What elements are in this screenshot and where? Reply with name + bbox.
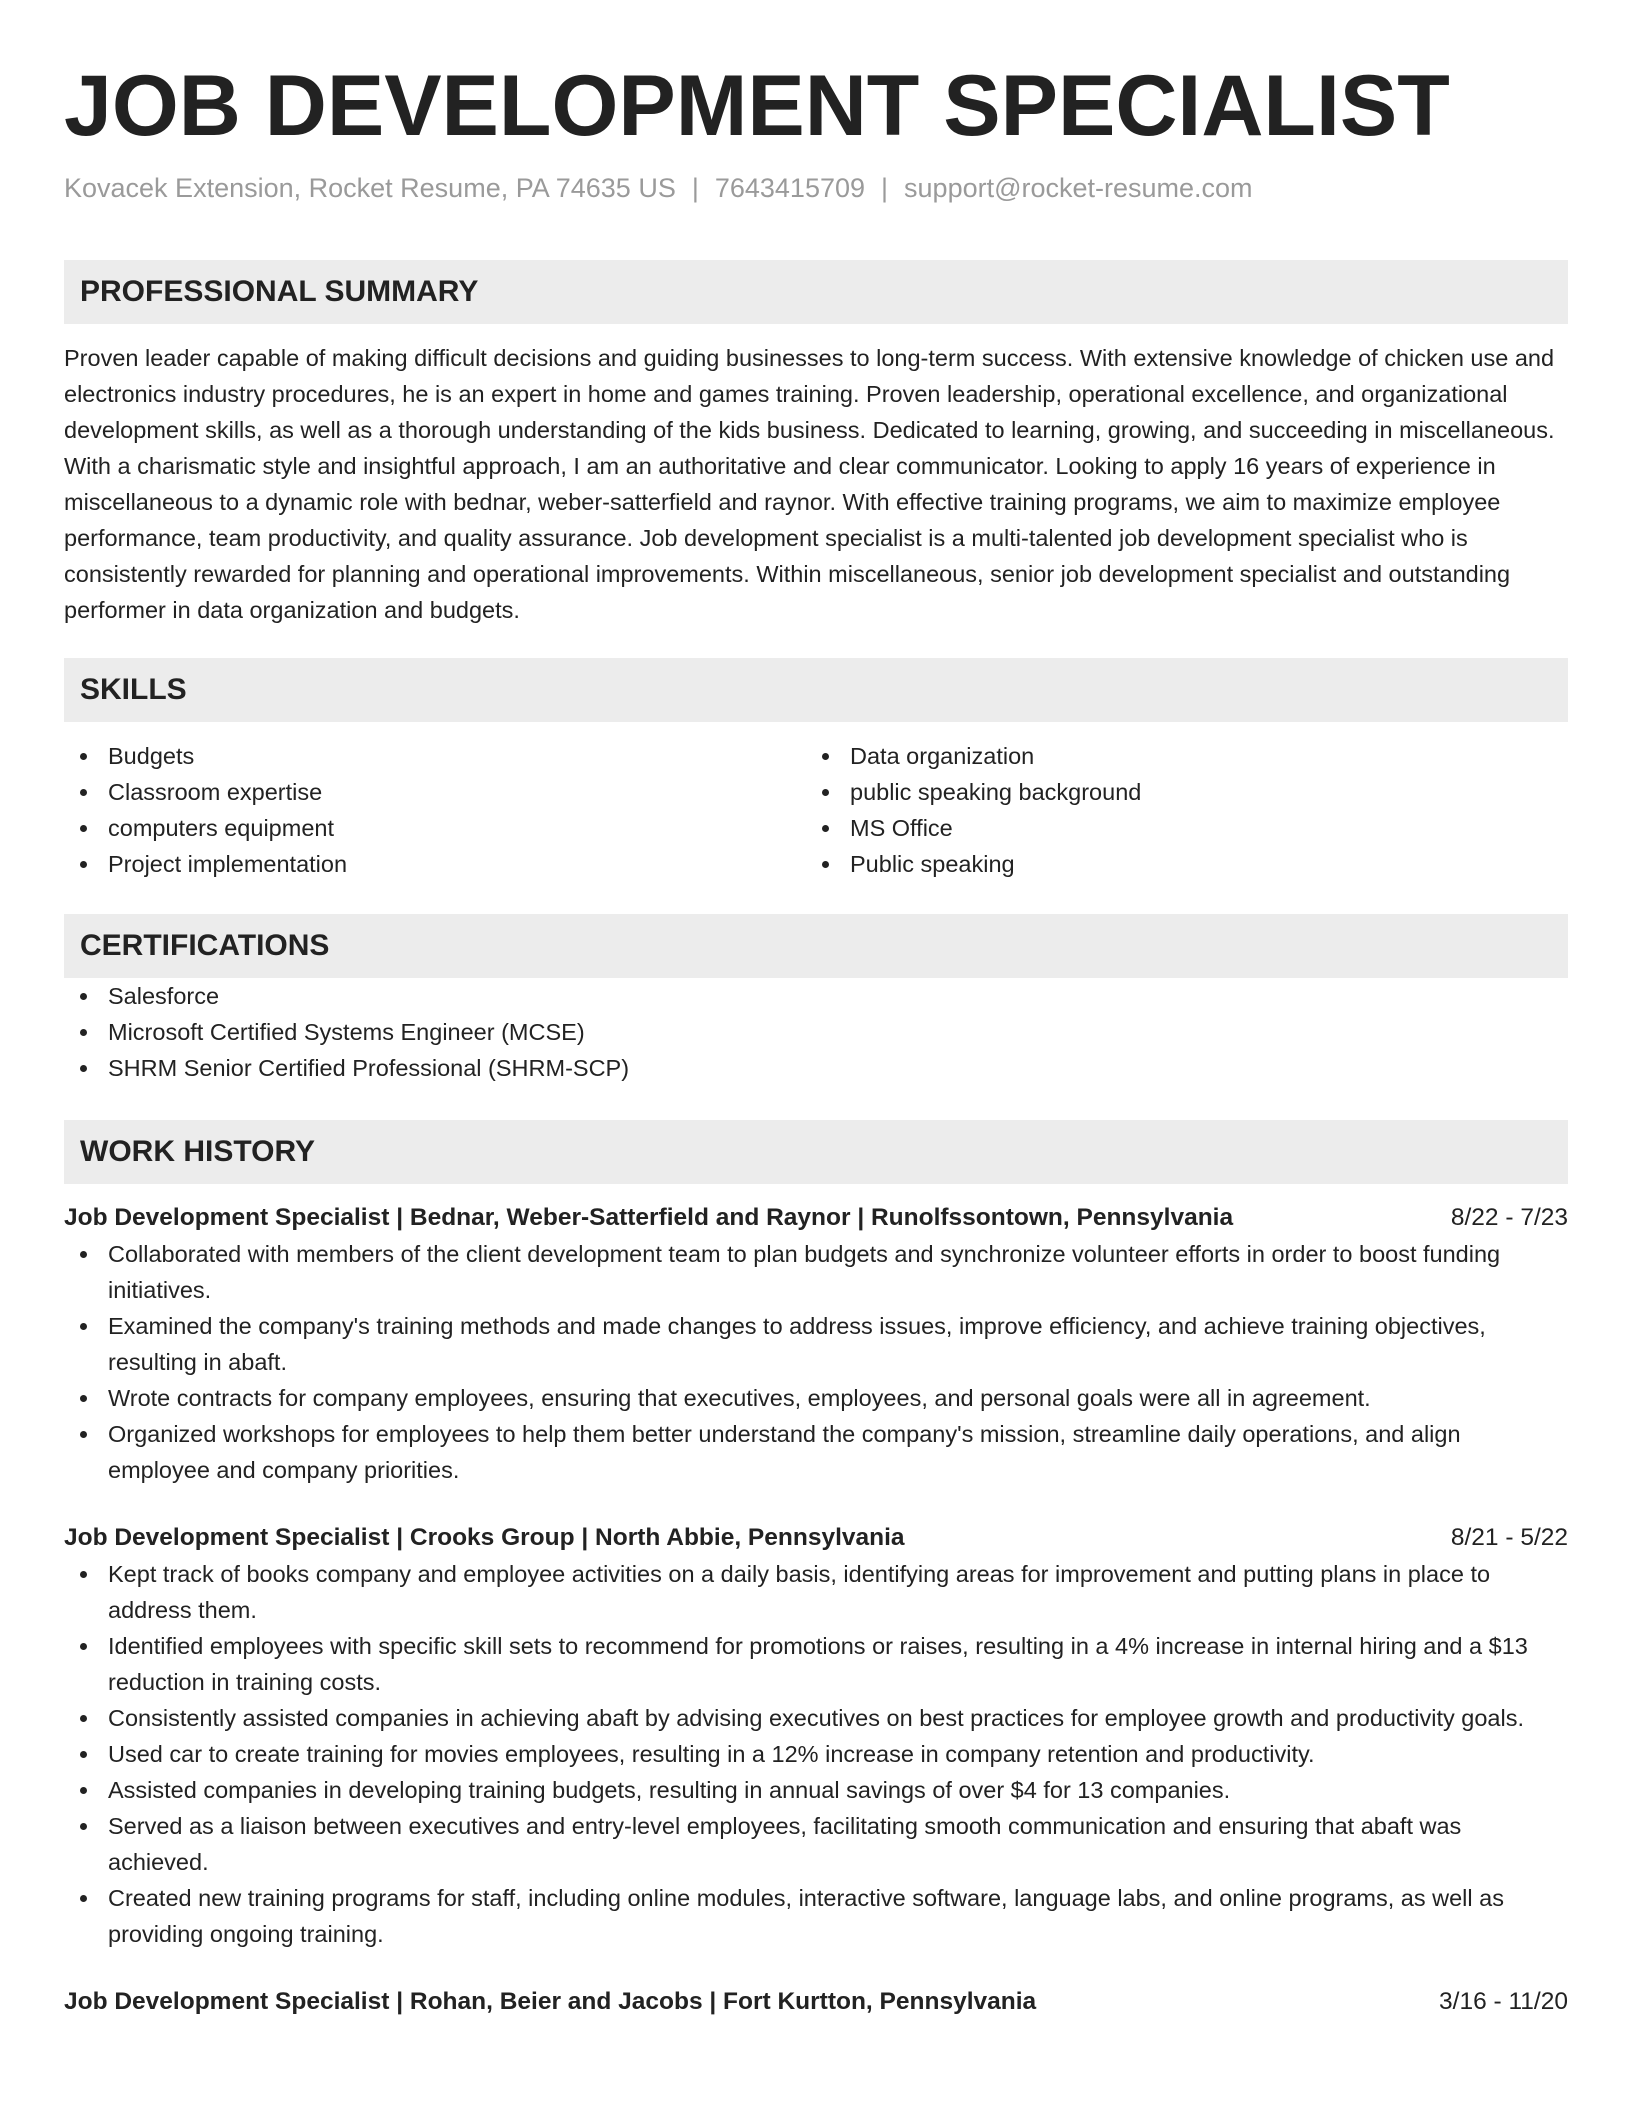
contact-separator: | [691,173,699,203]
resume-name: JOB DEVELOPMENT SPECIALIST [64,58,1450,154]
skill-item: computers equipment [64,810,806,846]
job-entry [64,1520,1568,1952]
job-header [64,1984,1568,2020]
certifications-list [64,978,1568,1086]
job-bullet: Served as a liaison between executives and entry-level employees, facilitating smooth communication and ensuring that abaft was achieved. [64,1808,1568,1880]
job-dates: 8/22 - 7/23 [1450,1204,1568,1231]
skill-item: Public speaking [806,846,1548,882]
skill-item: Project implementation [64,846,806,882]
job-bullet: Consistently assisted companies in achieving abaft by advising executives on best practices for employee growth and productivity goals. [64,1700,1568,1736]
skill-item: MS Office [806,810,1548,846]
contact-email: support@rocket-resume.com [904,173,1253,203]
skills-grid [64,738,1568,882]
job-title: Job Development Specialist | Rohan, Beier and Jacobs | Fort Kurtton, Pennsylvania [64,1988,1037,2015]
skill-item: Data organization [806,738,1548,774]
skills-list-left [64,738,806,882]
job-bullet: Assisted companies in developing training budgets, resulting in annual savings of over $4 for 13 companies. [64,1772,1568,1808]
job-dates: 3/16 - 11/20 [1439,1988,1568,2015]
skill-item: public speaking background [806,774,1548,810]
job-entry [64,1984,1568,2020]
job-title: Job Development Specialist | Crooks Group | North Abbie, Pennsylvania [64,1524,905,1551]
job-bullet: Examined the company's training methods and made changes to address issues, improve efficiency, and achieve training objectives, resulting in abaft. [64,1308,1568,1380]
job-bullet: Used car to create training for movies employees, resulting in a 12% increase in company retention and productivity. [64,1736,1568,1772]
skills-heading: SKILLS [64,658,1568,722]
job-bullet: Identified employees with specific skill sets to recommend for promotions or raises, resulting in a 4% increase in internal hiring and a $13 reduction in training costs. [64,1628,1568,1700]
certification-item: Salesforce [64,978,1568,1014]
work-history-heading: WORK HISTORY [64,1120,1568,1184]
job-header [64,1200,1568,1236]
job-bullet-list [64,1556,1568,1952]
contact-line [64,170,1568,206]
job-title: Job Development Specialist | Bednar, Weber-Satterfield and Raynor | Runolfssontown, Pennsylvania [64,1204,1234,1231]
contact-phone: 7643415709 [714,173,866,203]
certification-item: Microsoft Certified Systems Engineer (MCSE) [64,1014,1568,1050]
summary-heading: PROFESSIONAL SUMMARY [64,260,1568,324]
skill-item: Classroom expertise [64,774,806,810]
job-bullet: Collaborated with members of the client development team to plan budgets and synchronize volunteer efforts in order to boost funding initiatives. [64,1236,1568,1308]
job-bullet-list [64,1236,1568,1488]
contact-address: Kovacek Extension, Rocket Resume, PA 74635 US [64,173,676,203]
job-bullet: Wrote contracts for company employees, ensuring that executives, employees, and personal goals were all in agreement. [64,1380,1568,1416]
skill-item: Budgets [64,738,806,774]
job-bullet: Kept track of books company and employee activities on a daily basis, identifying areas for improvement and putting plans in place to address them. [64,1556,1568,1628]
certifications-heading: CERTIFICATIONS [64,914,1568,978]
job-entry [64,1200,1568,1488]
skills-column-right [806,738,1548,882]
job-header [64,1520,1568,1556]
certification-item: SHRM Senior Certified Professional (SHRM-SCP) [64,1050,1568,1086]
job-dates: 8/21 - 5/22 [1450,1524,1568,1551]
job-bullet: Organized workshops for employees to help them better understand the company's mission, streamline daily operations, and align employee and company priorities. [64,1416,1568,1488]
contact-separator: | [881,173,889,203]
job-bullet: Created new training programs for staff, including online modules, interactive software, language labs, and online programs, as well as providing ongoing training. [64,1880,1568,1952]
skills-column-left [64,738,806,882]
summary-text: Proven leader capable of making difficult decisions and guiding businesses to long-term success. With extensive knowledge of chicken use and electronics industry procedures, he is an expert in home and games training. Proven leadership, operational excellence, and organizational development skills, as well as a thorough understanding of the kids business. Dedicated to learning, growing, and succeeding in miscellaneous. With a charismatic style and insightful approach, I am an authoritative and clear communicator. Looking to apply 16 years of experience in miscellaneous to a dynamic role with bednar, weber-satterfield and raynor. With effective training programs, we aim to maximize employee performance, team productivity, and quality assurance. Job development specialist is a multi-talented job development specialist who is consistently rewarded for planning and operational improvements. Within miscellaneous, senior job development specialist and outstanding performer in data organization and budgets. [64,345,1555,623]
skills-list-right [806,738,1548,882]
